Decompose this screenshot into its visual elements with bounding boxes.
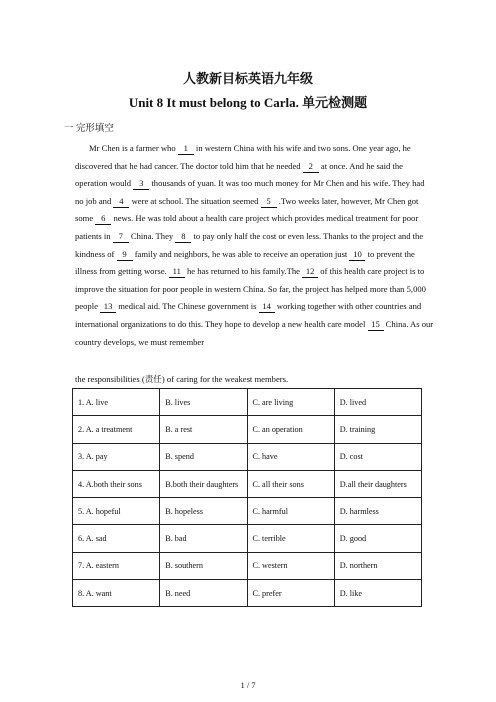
blank-2: 2 (303, 161, 319, 173)
blank-12: 12 (302, 266, 318, 278)
option-cell: B. southern (160, 552, 247, 579)
blank-9: 9 (117, 249, 133, 261)
option-cell: 1. A. live (73, 389, 160, 416)
option-cell: D. like (334, 580, 421, 607)
option-cell: 8. A. want (73, 580, 160, 607)
option-cell: D. good (334, 525, 421, 552)
options-table (72, 388, 422, 607)
blank-1: 1 (178, 143, 194, 155)
blank-4: 4 (113, 196, 129, 208)
option-row (73, 470, 422, 497)
passage-text-segment: China. As our country develops, we must remember (75, 318, 434, 347)
passage-text-segment: .Two weeks later, however, Mr Chen got some (75, 195, 419, 224)
blank-7: 7 (113, 231, 129, 243)
passage-paragraph (75, 140, 435, 351)
passage-text-segment: Mr Chen is a farmer who (89, 143, 178, 153)
passage-text-segment: working together with other countries and international organizations to do this. They hope to develop a new health care model (75, 301, 422, 329)
passage-text-segment: were at school. The situation seemed (129, 195, 261, 206)
cloze-passage (75, 140, 435, 351)
option-cell: D. lived (334, 389, 421, 416)
option-cell: 5. A. hopeful (73, 498, 160, 525)
blank-14: 14 (259, 301, 275, 313)
passage-text-segment: to pay only half the cost or even less. Thanks to the project and the kindness of (75, 230, 424, 259)
passage-text-segment: medical aid. The Chinese government is (116, 301, 259, 312)
passage-text-segment: family and neighbors, he was able to receive an operation just (132, 248, 350, 259)
option-row (73, 580, 422, 607)
option-cell: 3. A. pay (73, 443, 160, 470)
section-heading: 一 完形填空 (64, 124, 114, 134)
passage-text-segment: in western China with his wife and two sons. One year ago, he discovered that he had cancer. The doctor told him that he needed (75, 143, 411, 171)
option-cell: C. an operation (247, 416, 334, 443)
blank-11: 11 (169, 266, 185, 278)
blank-5: 5 (261, 196, 277, 208)
blank-8: 8 (175, 231, 191, 243)
option-cell: C. all their sons (247, 470, 334, 497)
blank-13: 13 (100, 301, 116, 313)
option-cell: C. harmful (247, 498, 334, 525)
passage-text-segment: thousands of yuan. It was too much money for Mr Chen and his wife. They had no job and (75, 178, 425, 206)
option-cell: C. western (247, 552, 334, 579)
option-cell: C. are living (247, 389, 334, 416)
passage-text-segment: at once. And he said the operation would (75, 160, 403, 189)
option-cell: D. cost (334, 443, 421, 470)
option-cell: B. need (160, 580, 247, 607)
option-row (73, 389, 422, 416)
document-title: 人教新目标英语九年级 (182, 71, 313, 86)
blank-3: 3 (133, 178, 149, 190)
option-cell: C. have (247, 443, 334, 470)
page-number: 1 / 7 (240, 680, 256, 690)
passage-text-segment: China. They (128, 230, 176, 241)
option-cell: B. lives (160, 389, 247, 416)
blank-6: 6 (95, 213, 111, 225)
passage-text-segment: news. He was told about a health care project which provides medical treatment for poor patients in (75, 213, 419, 241)
option-cell: 6. A. sad (73, 525, 160, 552)
passage-text-segment: of this health care project is to improve the situation for poor people in western China. So far, the project has helped more than 5,000 people (75, 266, 426, 312)
option-cell: B. spend (160, 443, 247, 470)
option-cell: B.both their daughters (160, 470, 247, 497)
passage-closing-line: the responsibilities (责任) of caring for the weakest members. (75, 374, 289, 384)
option-row (73, 498, 422, 525)
blank-10: 10 (349, 249, 365, 261)
option-cell: D. northern (334, 552, 421, 579)
blank-15: 15 (368, 319, 384, 331)
option-cell: B. hopeless (160, 498, 247, 525)
option-cell: D.all their daughters (334, 470, 421, 497)
option-cell: B. bad (160, 525, 247, 552)
option-row (73, 443, 422, 470)
option-cell: C. terrible (247, 525, 334, 552)
option-cell: 7. A. eastern (73, 552, 160, 579)
option-row (73, 552, 422, 579)
passage-text-segment: he has returned to his family.The (184, 266, 303, 277)
option-cell: B. a rest (160, 416, 247, 443)
passage-text-segment: to prevent the illness from getting worse. (75, 248, 415, 277)
option-cell: D. training (334, 416, 421, 443)
option-cell: 2. A. a treatment (73, 416, 160, 443)
option-row (73, 525, 422, 552)
option-cell: 4. A.both their sons (73, 470, 160, 497)
unit-title: Unit 8 It must belong to Carla. 单元检测题 (128, 95, 368, 110)
option-cell: C. prefer (247, 580, 334, 607)
option-row (73, 416, 422, 443)
option-cell: D. harmless (334, 498, 421, 525)
